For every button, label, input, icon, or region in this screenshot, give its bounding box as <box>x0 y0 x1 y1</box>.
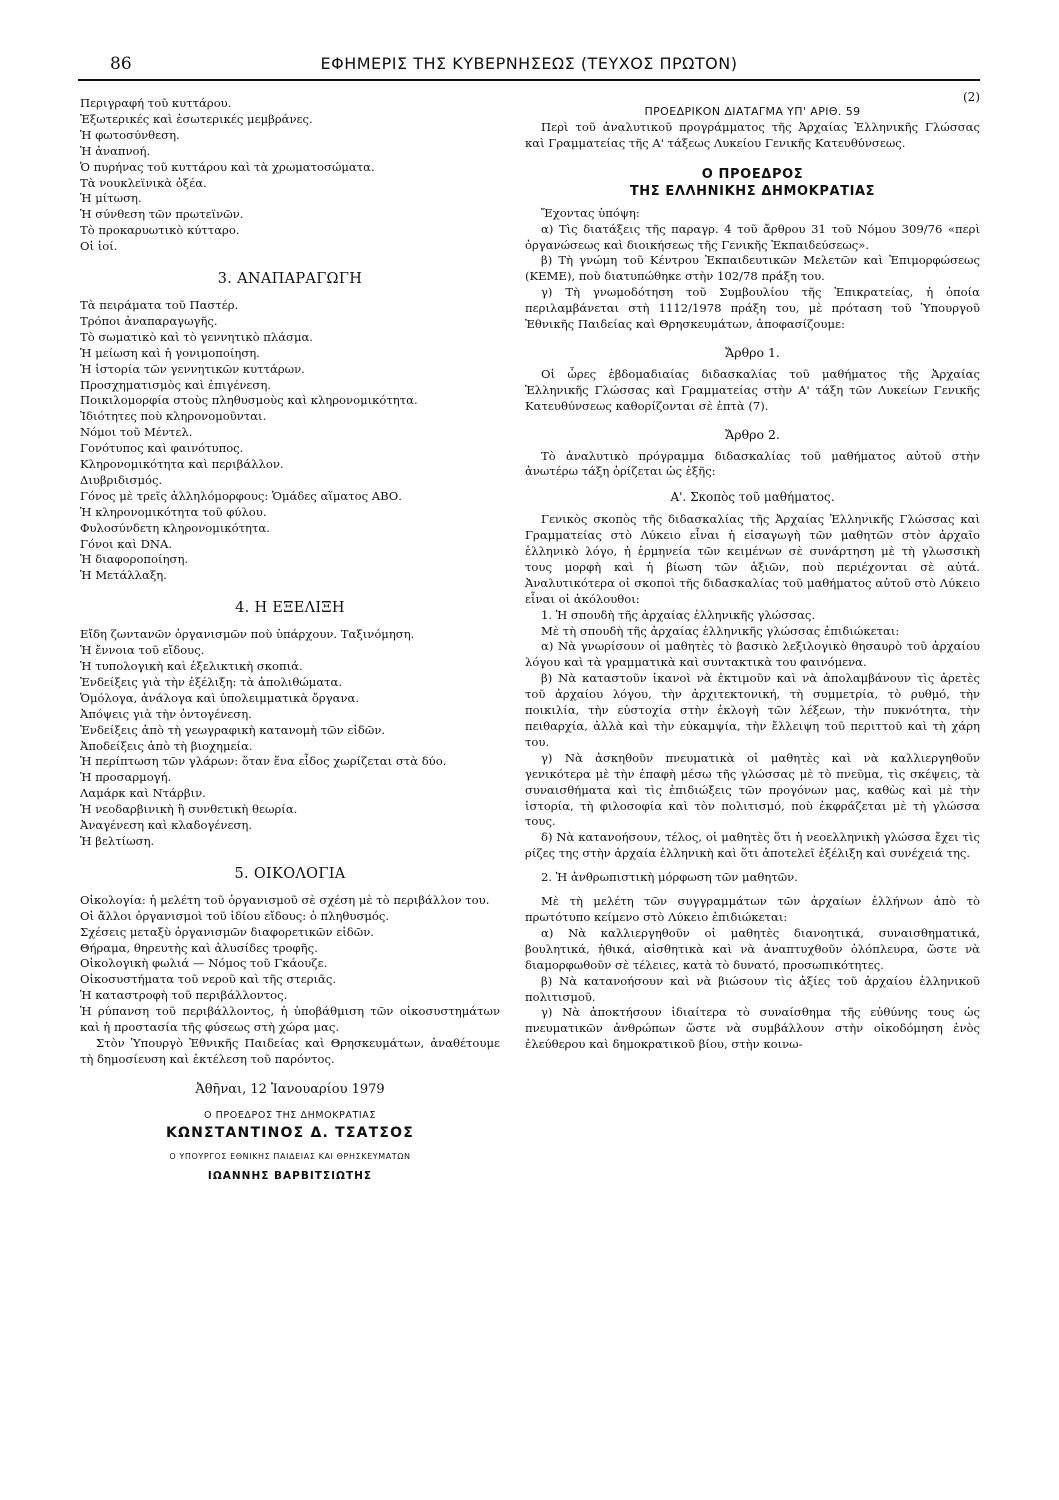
point-1-intro: Μὲ τὴ σπουδὴ τῆς ἀρχαίας ἑλληνικῆς γλώσσας ἐπιδιώκεται: <box>541 623 900 638</box>
gazette-title: ΕΦΗΜΕΡΙΣ ΤΗΣ ΚΥΒΕΡΝΗΣΕΩΣ (ΤΕΥΧΟΣ ΠΡΩΤΟΝ) <box>320 54 738 73</box>
list-item: Ἡ καταστροφὴ τοῦ περιβάλλοντος. <box>80 988 288 1003</box>
list-item: Ἡ ἀναπνοή. <box>80 143 151 158</box>
list-item: Ἐνδείξεις ἀπὸ τὴ γεωγραφικὴ κατανομὴ τῶν εἰδῶν. <box>80 722 386 737</box>
list-item: Ἡ διαφοροποίηση. <box>80 552 189 567</box>
list-item: Ἡ φωτοσύνθεση. <box>80 127 180 142</box>
list-item: Ἡ μείωση καὶ ἡ γονιμοποίηση. <box>80 345 260 360</box>
point-1-title: 1. Ἡ σπουδὴ τῆς ἀρχαίας ἑλληνικῆς γλώσσας. <box>541 607 816 622</box>
section-3-title: 3. ΑΝΑΠΑΡΑΓΩΓΗ <box>217 271 363 288</box>
list-item: Ἰδιότητες ποὺ κληρονομοῦνται. <box>80 409 267 424</box>
list-item: Ἡ ἔννοια τοῦ εἴδους. <box>80 643 205 658</box>
list-item: Φυλοσύνδετη κληρονομικότητα. <box>80 520 270 535</box>
list-item: Ἡ τυπολογικὴ καὶ ἐξελικτικὴ σκοπιά. <box>80 659 303 673</box>
signing-date: Ἀθῆναι, 12 Ἰανουαρίου 1979 <box>195 1081 385 1097</box>
page-number: 86 <box>110 54 132 74</box>
list-item: Τὸ σωματικὸ καὶ τὸ γεννητικὸ πλάσμα. <box>80 329 313 344</box>
list-item: Προσχηματισμὸς καὶ ἐπιγένεση. <box>80 377 271 392</box>
list-item: Οἱ ἄλλοι ὀργανισμοὶ τοῦ ἰδίου εἴδους: ὁ πληθυσμός. <box>80 908 390 923</box>
page-header <box>78 52 980 76</box>
president-heading-line: ΤΗΣ ΕΛΛΗΝΙΚΗΣ ΔΗΜΟΚΡΑΤΙΑΣ <box>629 183 876 199</box>
right-column <box>525 90 980 1053</box>
section-5-title: 5. ΟΙΚΟΛΟΓΙΑ <box>234 865 346 882</box>
point-2-intro: Μὲ τὴ μελέτη τῶν συγγραμμάτων τῶν ἀρχαίων ἑλλήνων ἀπὸ τὸ πρωτότυπο κείμενο στὸ Λύκειο ἐπιδιώκεται: <box>525 894 980 924</box>
minister-title: Ο ΥΠΟΥΡΓΟΣ ΕΘΝΙΚΗΣ ΠΑΙΔΕΙΑΣ ΚΑΙ ΘΡΗΣΚΕΥΜΑΤΩΝ <box>169 1152 411 1162</box>
president-title: Ο ΠΡΟΕΔΡΟΣ ΤΗΣ ΔΗΜΟΚΡΑΤΙΑΣ <box>203 1109 377 1121</box>
list-item: Νόμοι τοῦ Μέντελ. <box>80 425 193 440</box>
list-item: Θήραμα, θηρευτὴς καὶ ἁλυσίδες τροφῆς. <box>80 940 318 955</box>
list-item: Ἡ κληρονομικότητα τοῦ φύλου. <box>80 504 267 519</box>
article-1-title: Ἄρθρο 1. <box>725 344 780 360</box>
list-item: Ἐνδείξεις γιὰ τὴν ἐξέλιξη: τὰ ἀπολιθώματα. <box>80 674 343 689</box>
list-item: Ἡ μίτωση. <box>80 191 142 206</box>
list-item: Οἰκολογία: ἡ μελέτη τοῦ ὀργανισμοῦ σὲ σχέση μὲ τὸ περιβάλλον του. <box>80 892 490 907</box>
list-item: Ἐξωτερικές καὶ ἐσωτερικές μεμβράνες. <box>80 111 313 126</box>
list-item: Ἡ νεοδαρβινικὴ ἢ συνθετικὴ θεωρία. <box>80 802 298 817</box>
article-2-title: Ἄρθρο 2. <box>725 426 780 442</box>
point-2-title: 2. Ἡ ἀνθρωπιστικὴ μόρφωση τῶν μαθητῶν. <box>541 870 798 885</box>
list-item: Λαμάρκ καὶ Ντάρβιν. <box>80 786 206 801</box>
decree-subject: Περὶ τοῦ ἀναλυτικοῦ προγράμματος τῆς Ἀρχαίας Ἑλληνικῆς Γλώσσας καὶ Γραμματείας τῆς Α' τάξεως Λυκείου Γενικῆς Κατευθύνσεως. <box>525 119 980 150</box>
president-heading <box>525 166 980 200</box>
list-item: Ἡ προσαρμογή. <box>80 770 172 785</box>
list-item: Οἰκολογικὴ φωλιά — Νόμος τοῦ Γκάουζε. <box>80 956 328 971</box>
list-item: Οἰκοσυστήματα τοῦ νεροῦ καὶ τῆς στεριᾶς. <box>80 972 337 987</box>
left-column <box>80 96 500 1185</box>
list-item: Διυβριδισμός. <box>80 472 163 487</box>
list-item: Γόνοι καὶ DNA. <box>80 536 173 551</box>
section-3-list <box>80 298 500 584</box>
list-item: Τρόποι ἀναπαραγωγῆς. <box>80 313 218 328</box>
list-item: Τὰ νουκλεϊνικὰ ὀξέα. <box>80 175 207 190</box>
intro-list <box>80 96 500 255</box>
list-item: Ἡ σύνθεση τῶν πρωτεϊνῶν. <box>80 207 244 222</box>
list-item: Ὁμόλογα, ἀνάλογα καὶ ὑπολειμματικὰ ὄργανα. <box>80 690 360 705</box>
list-item: Ἡ Μετάλλαξη. <box>80 568 167 583</box>
list-item: Οἱ ἰοί. <box>80 239 118 254</box>
section-4-list <box>80 627 500 850</box>
having-in-view: Ἔχοντας ὑπόψη: <box>541 205 640 220</box>
section-5-list <box>80 893 500 1036</box>
point-2-c: γ) Νὰ ἀποκτήσουν ἰδιαίτερα τὸ συναίσθημα τῆς εὐθύνης τους ὡς πνευματικῶν ἀνθρώπων ὥστε νὰ συμβάλλουν στὴν οἰκοδόμηση ἑνὸς ἐλεύθερου καὶ δημοκρατικοῦ βίου, στὴν κοινω- <box>525 1005 980 1052</box>
point-1-b: β) Νὰ καταστοῦν ἱκανοὶ νὰ ἐκτιμοῦν καὶ νὰ ἀπολαμβάνουν τὶς ἀρετὲς τοῦ ἀρχαίου λόγου, τὴν ἀρχιτεκτονική, τὴ συμμετρία, τὸ ρυθμό, τὴν ποικιλία, τὴν εὐστοχία στὴν ἐκλογὴ τῶν λέξεων, τὴν πυκνότητα, τὴν πειθαρχία, ἀλλὰ καὶ τὴν εὐκαμψία, τὴν ἔλλειψη τοῦ περιττοῦ καὶ τὴ χάρη του. <box>525 671 980 749</box>
list-item: Ἡ ἱστορία τῶν γεννητικῶν κυττάρων. <box>80 361 305 376</box>
list-item: Ἀπόψεις γιὰ τὴν ὀντογένεση. <box>80 706 252 721</box>
president-name: ΚΩΝΣΤΑΝΤΙΝΟΣ Δ. ΤΣΑΤΣΟΣ <box>165 1124 415 1141</box>
list-item: Περιγραφή τοῦ κυττάρου. <box>80 96 232 110</box>
list-item: Ἡ ρύπανση τοῦ περιβάλλοντος, ἡ ὑποβάθμιση τῶν οἰκοσυστημάτων καὶ ἡ προστασία τῆς φύσεως στὴ χώρα μας. <box>80 1004 500 1035</box>
point-1-d: δ) Νὰ κατανοήσουν, τέλος, οἱ μαθητὲς ὅτι ἡ νεοελληνικὴ γλώσσα ἔχει τὶς ρίζες της στὴν ἀρχαία ἑλληνικὴ καὶ ὅτι ἀποτελεῖ ἐξέλιξη καὶ συνέχειά της. <box>525 830 980 861</box>
list-item: Ἡ βελτίωση. <box>80 833 155 848</box>
consideration-a: α) Τὶς διατάξεις τῆς παραγρ. 4 τοῦ ἄρθρου 31 τοῦ Νόμου 309/76 «περὶ ὀργανώσεως καὶ διοικήσεως τῆς Γενικῆς Ἐκπαιδεύσεως». <box>525 221 980 252</box>
list-item: Κληρονομικότητα καὶ περιβάλλον. <box>80 457 284 472</box>
list-item: Ποικιλομορφία στοὺς πληθυσμοὺς καὶ κληρονομικότητα. <box>80 393 418 408</box>
closing-paragraph: Στὸν Ὑπουργὸ Ἐθνικῆς Παιδείας καὶ Θρησκευμάτων, ἀναθέτουμε τὴ δημοσίευση καὶ ἐκτέλεση τοῦ παρόντος. <box>80 1035 500 1066</box>
subsection-a-text: Γενικὸς σκοπὸς τῆς διδασκαλίας τῆς Ἀρχαίας Ἑλληνικῆς Γλώσσας καὶ Γραμματείας στὸ Λύκειο εἶναι ἡ εἰσαγωγὴ τῶν μαθητῶν στὸν ἀρχαῖο ἑλληνικὸ λόγο, ἡ ἑρμηνεία τῶν κειμένων σὲ συνάρτηση μὲ τὴ γλωσσικὴ τους μορφὴ καὶ ἡ βίωση τῶν ἀξιῶν, ποὺ περιέχονται σὲ αὐτά. Ἀναλυτικότερα οἱ σκοποὶ τῆς διδασκαλίας τοῦ μαθήματος αὐτοῦ στὸ Λύκειο εἶναι οἱ ἀκόλουθοι: <box>525 512 980 606</box>
list-item: Εἴδη ζωντανῶν ὀργανισμῶν ποὺ ὑπάρχουν. Ταξινόμηση. <box>80 627 415 642</box>
article-1-text: Οἱ ὧρες ἑβδομαδιαίας διδασκαλίας τοῦ μαθήματος τῆς Ἀρχαίας Ἑλληνικῆς Γλώσσας καὶ Γραμματείας στὴν Α' τάξη τῶν Λυκείων Γενικῆς Κατευθύνσεως καθορίζονται σὲ ἑπτὰ (7). <box>525 366 980 413</box>
point-2-b: β) Νὰ κατανοήσουν καὶ νὰ βιώσουν τὶς ἀξίες τοῦ ἀρχαίου ἑλληνικοῦ πολιτισμοῦ. <box>525 973 980 1004</box>
decree-title: ΠΡΟΕΔΡΙΚΟΝ ΔΙΑΤΑΓΜΑ ΥΠ' ΑΡΙΘ. 59 <box>644 105 861 118</box>
president-heading-line: Ο ΠΡΟΕΔΡΟΣ <box>701 166 804 182</box>
list-item: Ἀναγένεση καὶ κλαδογένεση. <box>80 818 253 833</box>
list-item: Τὸ προκαρυωτικὸ κύτταρο. <box>80 223 240 238</box>
list-item: Ἀποδείξεις ἀπὸ τὴ βιοχημεία. <box>80 738 253 753</box>
section-4-title: 4. Η ΕΞΕΛΙΞΗ <box>235 600 345 617</box>
document-number: (2) <box>963 90 980 104</box>
minister-name: ΙΩΑΝΝΗΣ ΒΑΡΒΙΤΣΙΩΤΗΣ <box>207 1170 373 1183</box>
list-item: Σχέσεις μεταξὺ ὀργανισμῶν διαφορετικῶν εἰδῶν. <box>80 924 374 939</box>
point-2-a: α) Νὰ καλλιεργηθοῦν οἱ μαθητὲς διανοητικά, συναισθηματικά, βουλητικά, ἠθικά, αἰσθητικὰ καὶ νὰ ἀναπτυχθοῦν ὁλόπλευρα, ὥστε νὰ διαμορφωθοῦν σὲ τέλειες, κατὰ τὸ δυνατό, προσωπικότητες. <box>525 925 980 972</box>
header-rule <box>78 79 980 81</box>
list-item: Ὁ πυρήνας τοῦ κυττάρου καὶ τὰ χρωματοσώματα. <box>80 159 375 174</box>
consideration-b: β) Τὴ γνώμη τοῦ Κέντρου Ἐκπαιδευτικῶν Μελετῶν καὶ Ἐπιμορφώσεως (ΚΕΜΕ), ποὺ διατυπώθηκε στὴν 102/78 πράξη του. <box>525 253 980 284</box>
list-item: Γονότυπος καὶ φαινότυπος. <box>80 441 244 456</box>
consideration-c: γ) Τὴ γνωμοδότηση τοῦ Συμβουλίου τῆς Ἐπικρατείας, ἡ ὁποία περιλαμβάνεται στὴ 1112/1978 πράξη του, μὲ πρόταση τοῦ Ὑπουργοῦ Ἐθνικῆς Παιδείας καὶ Θρησκευμάτων, ἀποφασίζουμε: <box>525 285 980 332</box>
point-1-a: α) Νὰ γνωρίσουν οἱ μαθητὲς τὸ βασικὸ λεξιλογικὸ θησαυρὸ τοῦ ἀρχαίου λόγου καὶ τὰ γραμματικὰ καὶ συντακτικὰ του φαινόμενα. <box>525 639 980 670</box>
list-item: Ἡ περίπτωση τῶν γλάρων: ὅταν ἕνα εἶδος χωρίζεται στὰ δύο. <box>80 754 447 769</box>
list-item: Γόνος μὲ τρεῖς ἀλληλόμορφους: Ὁμάδες αἵματος ΑΒΟ. <box>80 488 402 503</box>
subsection-a-title: Α'. Σκοπὸς τοῦ μαθήματος. <box>670 490 835 505</box>
article-2-text: Τὸ ἀναλυτικὸ πρόγραμμα διδασκαλίας τοῦ μαθήματος αὐτοῦ στὴν ἀνωτέρω τάξη ὁρίζεται ὡς ἑξῆς: <box>525 448 980 479</box>
point-1-c: γ) Νὰ ἀσκηθοῦν πνευματικὰ οἱ μαθητὲς καὶ νὰ καλλιεργηθοῦν γενικότερα μὲ τὴν ἐπαφὴ μέσω τῆς γλώσσας μὲ τὸ πνεῦμα, τὶς σκέψεις, τὰ συναισθήματα καὶ τὶς ἐπιδιώξεις τῶν προγόνων μας, καθὼς καὶ μὲ τὴν ἱστορία, τὴ φιλοσοφία καὶ τὸν πολιτισμό, ποὺ ἐκφράζεται μὲ τὴ γλώσσα τους. <box>525 750 980 829</box>
list-item: Τὰ πειράματα τοῦ Παστέρ. <box>80 297 239 312</box>
